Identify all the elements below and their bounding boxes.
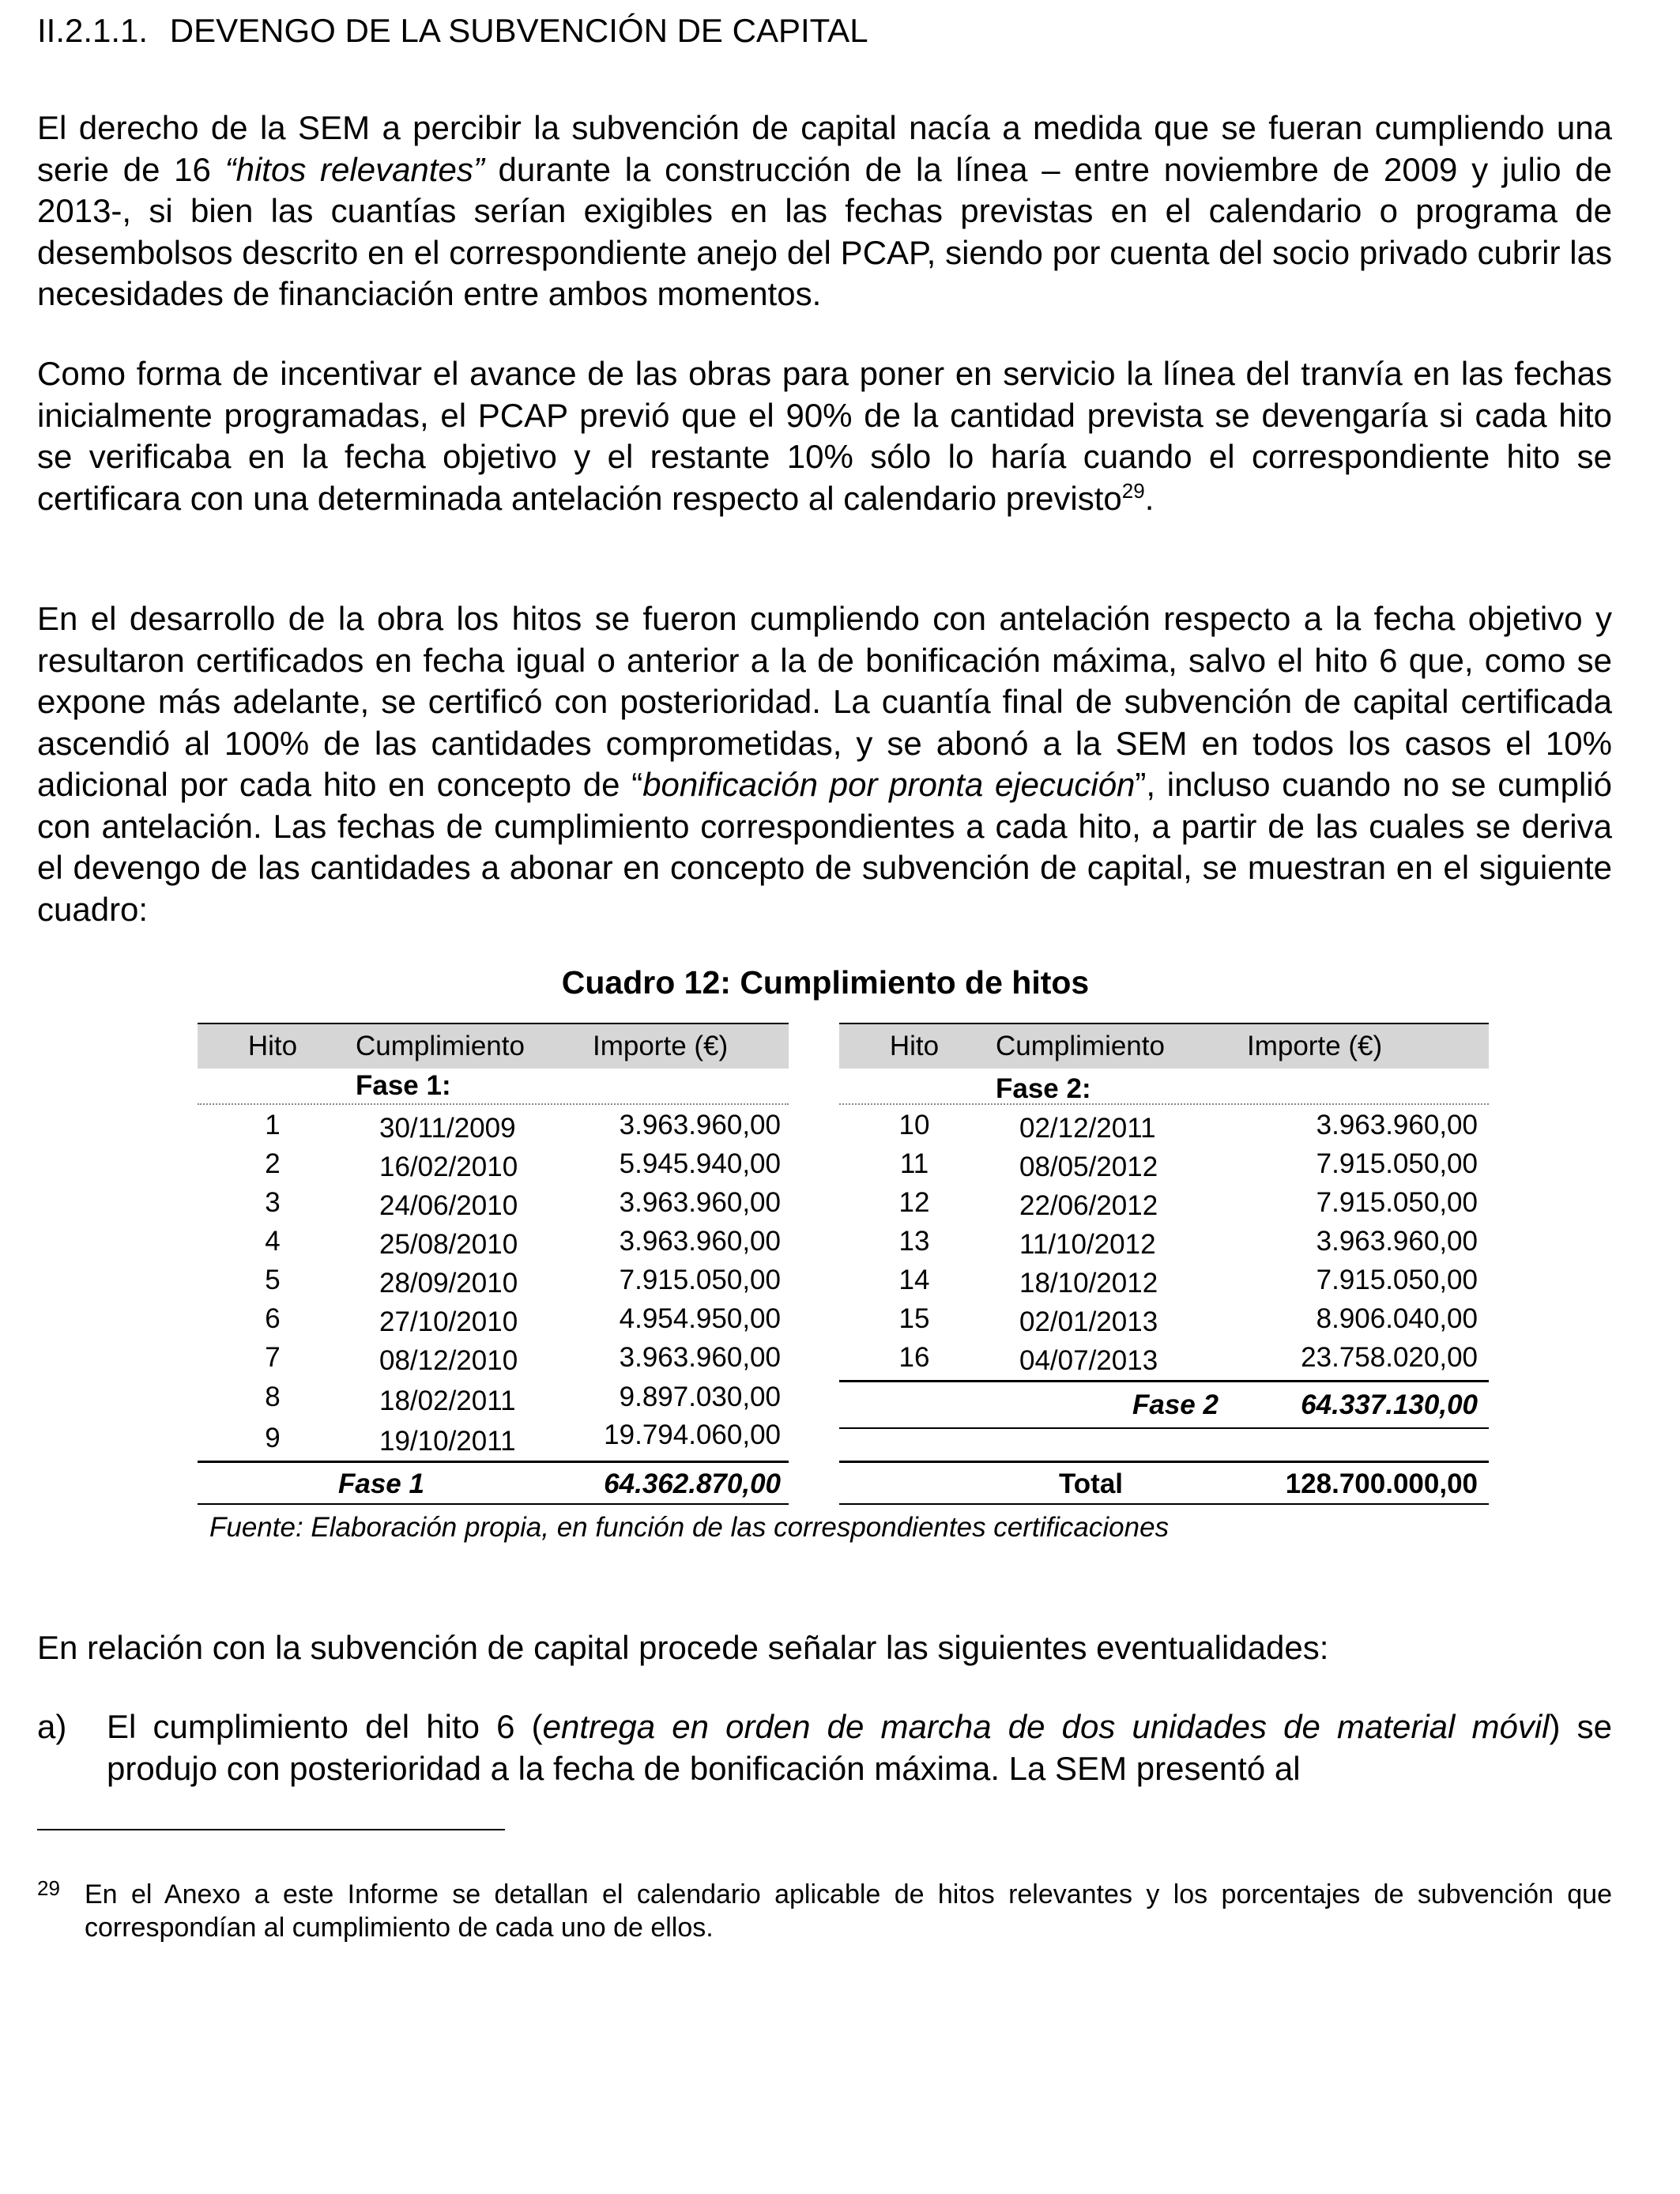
phase-1-total-rule (198, 1461, 789, 1463)
paragraph-4: En relación con la subvención de capital procede señalar las siguientes eventualidades: (37, 1629, 1329, 1666)
list-item-a-emphasis: entrega en orden de marcha de dos unidades de material móvil (542, 1708, 1550, 1745)
footnote-separator (37, 1829, 505, 1830)
paragraph-2-text-a: Como forma de incentivar el avance de las obras para poner en servicio la línea del tranvía en las fechas inicialmente programadas, el PCAP previó que el 90% de la cantidad prevista se devengaría si cada hito se verificaba en la fecha objetivo y el restante 10% sólo lo haría cuando el correspondiente hito se certificara con una determinada antelación respecto al calendario previsto (37, 355, 1612, 517)
header-cumplimiento-right: Cumplimiento (996, 1031, 1165, 1061)
paragraph-3 (37, 598, 1612, 930)
phase-2-total-value: 64.337.130,00 (1301, 1389, 1478, 1420)
paragraph-3-emphasis: bonificación por pronta ejecución (642, 766, 1136, 803)
grand-total-label: Total (1059, 1468, 1124, 1499)
paragraph-1-emphasis: “hitos relevantes” (224, 150, 484, 188)
footnote-mark: 29 (37, 1876, 60, 1900)
phase-1-total-value: 64.362.870,00 (604, 1468, 781, 1499)
table-caption: Cuadro 12: Cumplimiento de hitos (561, 964, 1090, 1001)
paragraph-2 (37, 353, 1612, 519)
table-bottom-rule-left (198, 1503, 789, 1505)
phase-2-total-bottom-rule (839, 1427, 1489, 1429)
phase-1-divider (198, 1103, 789, 1105)
section-number: II.2.1.1. (37, 12, 149, 49)
paragraph-3-text-a: En el desarrollo de la obra los hitos se fueron cumpliendo con antelación respecto a la fecha objetivo y resultaron certificados en fecha igual o anterior a la de bonificación máxima, salvo el hito 6 que, como se expone más adelante, se certificó con posterioridad. La cuantía final de subvención de capital certificada ascendió al 100% de las cantidades comprometidas, y se abonó a la SEM en todos los casos el 10% adicional por cada hito en concepto de “ (37, 600, 1612, 803)
phase-1-total-label: Fase 1 (338, 1468, 424, 1499)
footnote-29 (37, 1878, 1612, 1944)
footnote-text: En el Anexo a este Informe se detallan el calendario aplicable de hitos relevantes y los porcentajes de subvención que correspondían al cumplimiento de cada uno de ellos. (85, 1879, 1612, 1943)
phase-2-divider (839, 1103, 1489, 1105)
list-item-a-body: El cumplimiento del hito 6 (entrega en orden de marcha de dos unidades de material móvil) se produjo con posterioridad a la fecha de bonificación máxima. La SEM presentó al (107, 1708, 1613, 1787)
header-hito-right: Hito (889, 1031, 940, 1061)
milestones-table: Hito Cumplimiento Importe (€) Hito Cumplimiento Importe (€) Fase 1: Fase 2: 1 30/11/2009 3.963.960,00 2 16/02/2010 5.945.940,00 3 24/06/2010 3.963.960,00 4 25/08/2010 3.963.960,00 5 28/09/2010 7.915.050,00 6 27/10/2010 4.954.950,00 7 08/12/2010 3.963.960,00 8 18/02/2011 9.897.030,00 9 19/10/2011 19.794.060,00 10 02/12/2011 3.963.960,00 11 08/05/2012 7.915.050,00 12 22/06/2012 7.915.050,00 13 11/10/2012 3.963.960,00 14 18/10/2012 7.915.050,00 15 02/01/2013 8.906.040,00 16 04/07/2013 23.758.020,00 Fase 2 64.337.130,00 Fase 1 64.362.870,00 Total 128.700.000,00 (198, 1023, 1489, 1513)
header-hito-left: Hito (247, 1031, 298, 1061)
grand-total-rule (839, 1461, 1489, 1463)
header-importe-left: Importe (€) (593, 1031, 729, 1061)
section-title: DEVENGO DE LA SUBVENCIÓN DE CAPITAL (169, 12, 868, 49)
phase-1-label: Fase 1: (356, 1070, 451, 1101)
phase-2-total-label: Fase 2 (1132, 1389, 1219, 1420)
footnote-ref-29[interactable]: 29 (1121, 478, 1145, 503)
table-bottom-rule-right (839, 1503, 1489, 1505)
list-item-a (37, 1706, 1612, 1789)
header-cumplimiento-left: Cumplimiento (356, 1031, 525, 1061)
paragraph-1 (37, 107, 1612, 315)
list-marker: a) (37, 1708, 67, 1745)
paragraph-1-text-a: El derecho de la SEM a percibir la subvención de capital nacía a medida que se fueran cumpliendo una serie de 16 (37, 109, 1612, 188)
phase-2-label: Fase 2: (996, 1073, 1091, 1104)
grand-total-value: 128.700.000,00 (1285, 1468, 1478, 1499)
phase-2-total-rule (839, 1380, 1489, 1382)
paragraph-1-text-c: durante la construcción de la línea – entre noviembre de 2009 y julio de 2013-, si bien las cuantías serían exigibles en las fechas previstas en el calendario o programa de desembolsos descrito en el correspondiente anejo del PCAP, siendo por cuenta del socio privado cubrir las necesidades de financiación entre ambos momentos. (37, 150, 1612, 312)
paragraph-3-text-c: ”, incluso cuando no se cumplió con antelación. Las fechas de cumplimiento correspondientes a cada hito, a partir de las cuales se deriva el devengo de las cantidades a abonar en concepto de subvención de capital, se muestran en el siguiente cuadro: (37, 766, 1613, 928)
section-heading (37, 11, 868, 51)
header-importe-right: Importe (€) (1247, 1031, 1383, 1061)
table-source: Fuente: Elaboración propia, en función de las correspondientes certificaciones (209, 1512, 1170, 1543)
paragraph-2-text-b: . (1144, 479, 1155, 517)
